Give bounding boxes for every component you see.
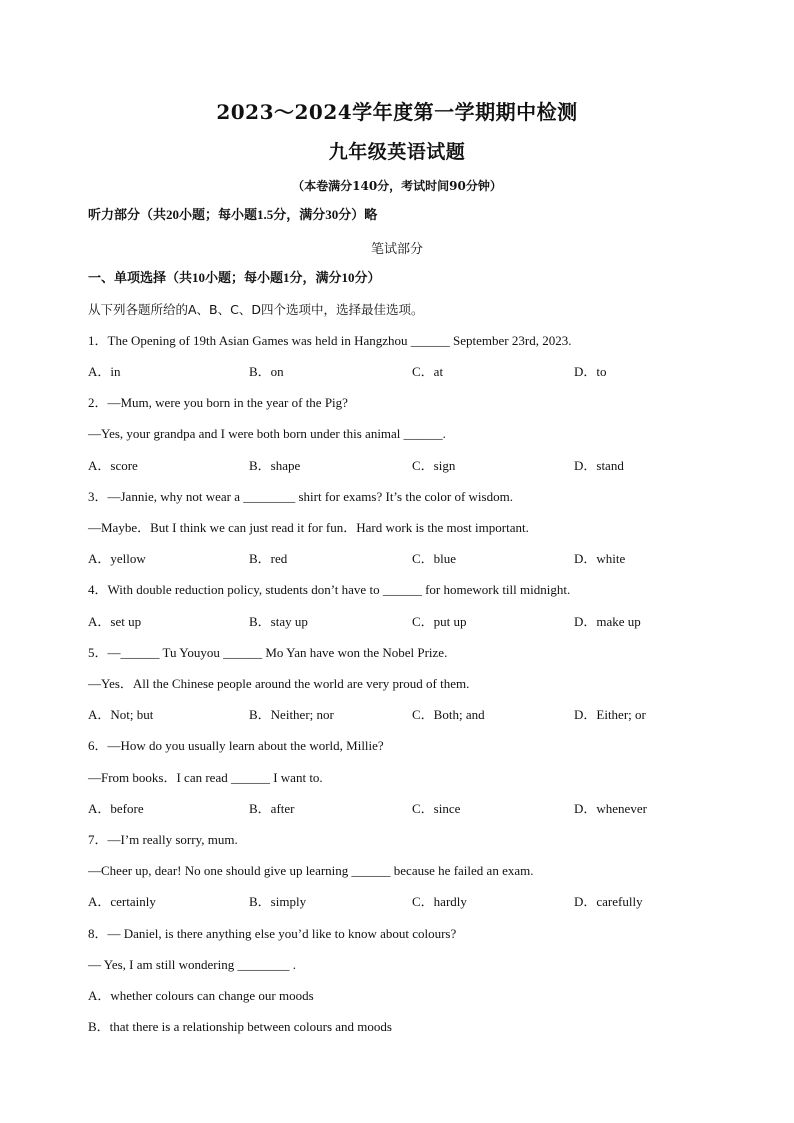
question-4-option-d[interactable]: D．make up xyxy=(574,614,641,629)
question-6-reply: —From books．I can read ______ I want to. xyxy=(88,770,323,785)
question-3-option-b[interactable]: B．red xyxy=(249,551,288,566)
question-8-option-a[interactable]: A．whether colours can change our moods xyxy=(88,988,314,1003)
question-1-option-d[interactable]: D．to xyxy=(574,364,607,379)
question-5-option-a[interactable]: A．Not; but xyxy=(88,707,154,722)
question-7-option-b[interactable]: B．simply xyxy=(249,894,307,909)
exam-subtitle: 九年级英语试题 xyxy=(328,141,466,163)
section1-instruction: 从下列各题所给的A、B、C、D四个选项中，选择最佳选项。 xyxy=(88,302,424,317)
question-5-reply: —Yes．All the Chinese people around the world are very proud of them. xyxy=(88,676,470,691)
question-2-option-b[interactable]: B．shape xyxy=(249,458,301,473)
section1-title: 一、单项选择（共10小题；每小题1分，满分10分） xyxy=(88,270,381,285)
question-3-option-a[interactable]: A．yellow xyxy=(88,551,146,566)
listening-section-heading: 听力部分（共20小题；每小题1.5分，满分30分）略 xyxy=(88,207,378,222)
question-6-option-d[interactable]: D．whenever xyxy=(574,801,647,816)
question-4-text: 4．With double reduction policy, students don’t have to ______ for homework till midnight. xyxy=(88,582,571,597)
question-7-option-d[interactable]: D．carefully xyxy=(574,894,643,909)
question-6-option-b[interactable]: B．after xyxy=(249,801,295,816)
written-section-heading: 笔试部分 xyxy=(370,242,423,257)
question-6-option-c[interactable]: C．since xyxy=(412,801,461,816)
question-1-option-c[interactable]: C．at xyxy=(412,364,444,379)
question-3-option-c[interactable]: C．blue xyxy=(412,551,457,566)
question-1-text: 1．The Opening of 19th Asian Games was held in Hangzhou ______ September 23rd, 2023. xyxy=(88,333,572,348)
question-2-option-d[interactable]: D．stand xyxy=(574,458,624,473)
question-4-option-c[interactable]: C．put up xyxy=(412,614,467,629)
question-8-option-b[interactable]: B．that there is a relationship between colours and moods xyxy=(88,1019,392,1034)
question-2-text: 2．—Mum, were you born in the year of the Pig? xyxy=(88,395,348,410)
question-1-option-a[interactable]: A．in xyxy=(88,364,121,379)
exam-title: 2023～2024学年度第一学期期中检测 xyxy=(216,100,578,124)
question-7-option-a[interactable]: A．certainly xyxy=(88,894,156,909)
question-6-option-a[interactable]: A．before xyxy=(88,801,144,816)
question-3-reply: —Maybe．But I think we can just read it for fun．Hard work is the most important. xyxy=(88,520,529,535)
question-2-option-a[interactable]: A．score xyxy=(88,458,138,473)
question-2-option-c[interactable]: C．sign xyxy=(412,458,456,473)
question-6-text: 6．—How do you usually learn about the world, Millie? xyxy=(88,738,384,753)
question-4-option-a[interactable]: A．set up xyxy=(88,614,142,629)
question-7-reply: —Cheer up, dear! No one should give up learning ______ because he failed an exam. xyxy=(88,863,534,878)
question-8-reply: — Yes, I am still wondering ________ . xyxy=(88,957,296,972)
question-5-option-c[interactable]: C．Both; and xyxy=(412,707,485,722)
question-7-option-c[interactable]: C．hardly xyxy=(412,894,467,909)
question-4-option-b[interactable]: B．stay up xyxy=(249,614,308,629)
question-2-reply: —Yes, your grandpa and I were both born under this animal ______. xyxy=(88,426,446,441)
exam-note: （本卷满分140分，考试时间90分钟） xyxy=(292,179,502,193)
question-5-text: 5．—______ Tu Youyou ______ Mo Yan have won the Nobel Prize. xyxy=(88,645,448,660)
question-7-text: 7．—I’m really sorry, mum. xyxy=(88,832,238,847)
question-3-text: 3．—Jannie, why not wear a ________ shirt for exams? It’s the color of wisdom. xyxy=(88,489,513,504)
question-5-option-d[interactable]: D．Either; or xyxy=(574,707,646,722)
question-1-option-b[interactable]: B．on xyxy=(249,364,284,379)
question-8-text: 8．— Daniel, is there anything else you’d like to know about colours? xyxy=(88,926,457,941)
question-5-option-b[interactable]: B．Neither; nor xyxy=(249,707,334,722)
question-3-option-d[interactable]: D．white xyxy=(574,551,626,566)
